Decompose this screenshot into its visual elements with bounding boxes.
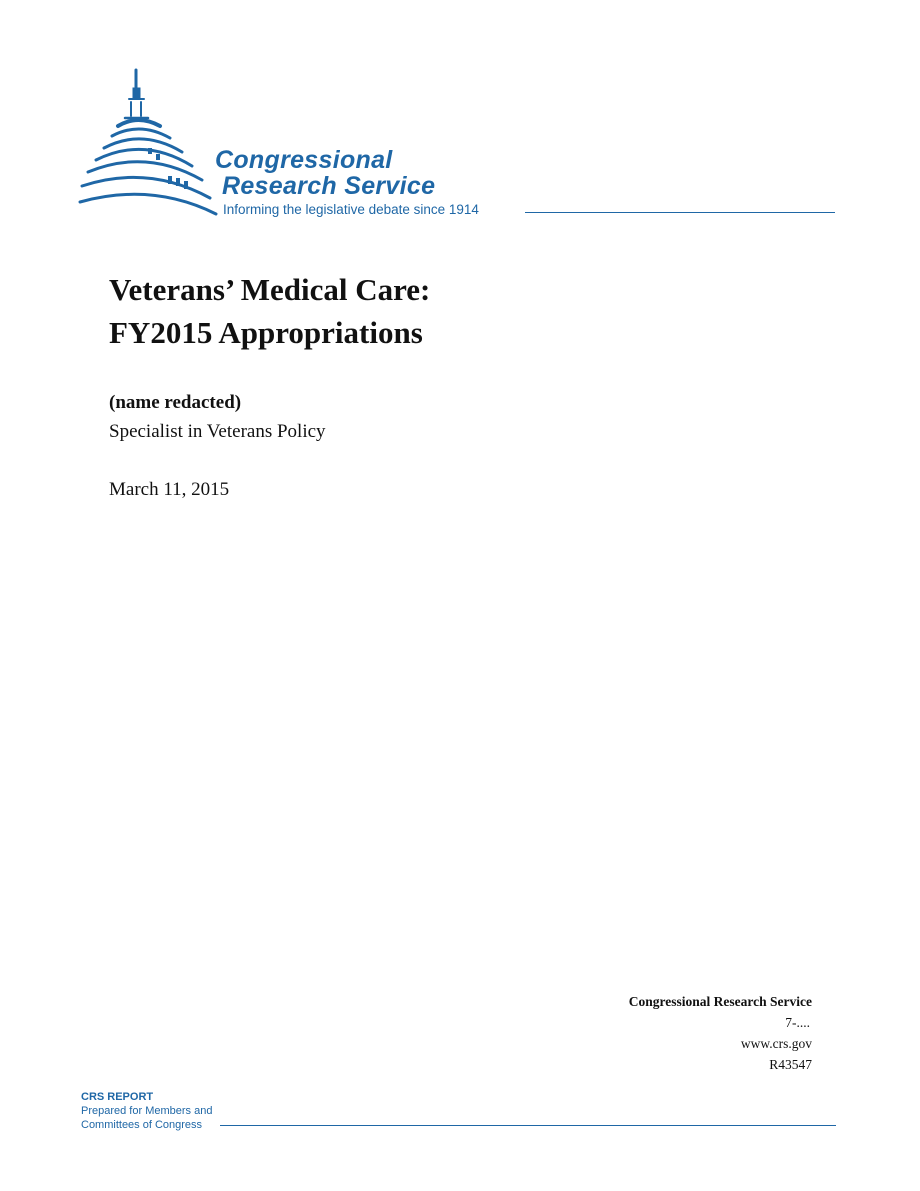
- footer-label: CRS REPORT: [81, 1091, 154, 1103]
- publisher-block: [629, 991, 812, 1075]
- logo-tagline: Informing the legislative debate since 1914: [223, 202, 479, 217]
- logo-divider: [525, 212, 835, 213]
- footer-line1: Prepared for Members and: [81, 1105, 213, 1117]
- report-title: [109, 268, 430, 354]
- capitol-dome-icon: [78, 66, 218, 218]
- footer-line2: Committees of Congress: [81, 1119, 203, 1131]
- report-title-line2: FY2015 Appropriations: [109, 315, 423, 350]
- publisher-code: 7-....: [785, 1015, 810, 1030]
- crs-logo: [78, 66, 838, 226]
- author-name: (name redacted): [109, 392, 242, 413]
- publisher-website[interactable]: www.crs.gov: [740, 1036, 812, 1051]
- report-title-line1: Veterans’ Medical Care:: [109, 272, 431, 307]
- logo-name-line2: Research Service: [222, 172, 436, 200]
- logo-name-line1: Congressional: [215, 146, 393, 174]
- footer: [81, 1090, 212, 1132]
- report-number: R43547: [769, 1057, 812, 1072]
- publisher-name: Congressional Research Service: [628, 994, 812, 1009]
- author-role: Specialist in Veterans Policy: [109, 421, 326, 442]
- footer-divider: [220, 1125, 836, 1126]
- report-date: March 11, 2015: [109, 479, 230, 500]
